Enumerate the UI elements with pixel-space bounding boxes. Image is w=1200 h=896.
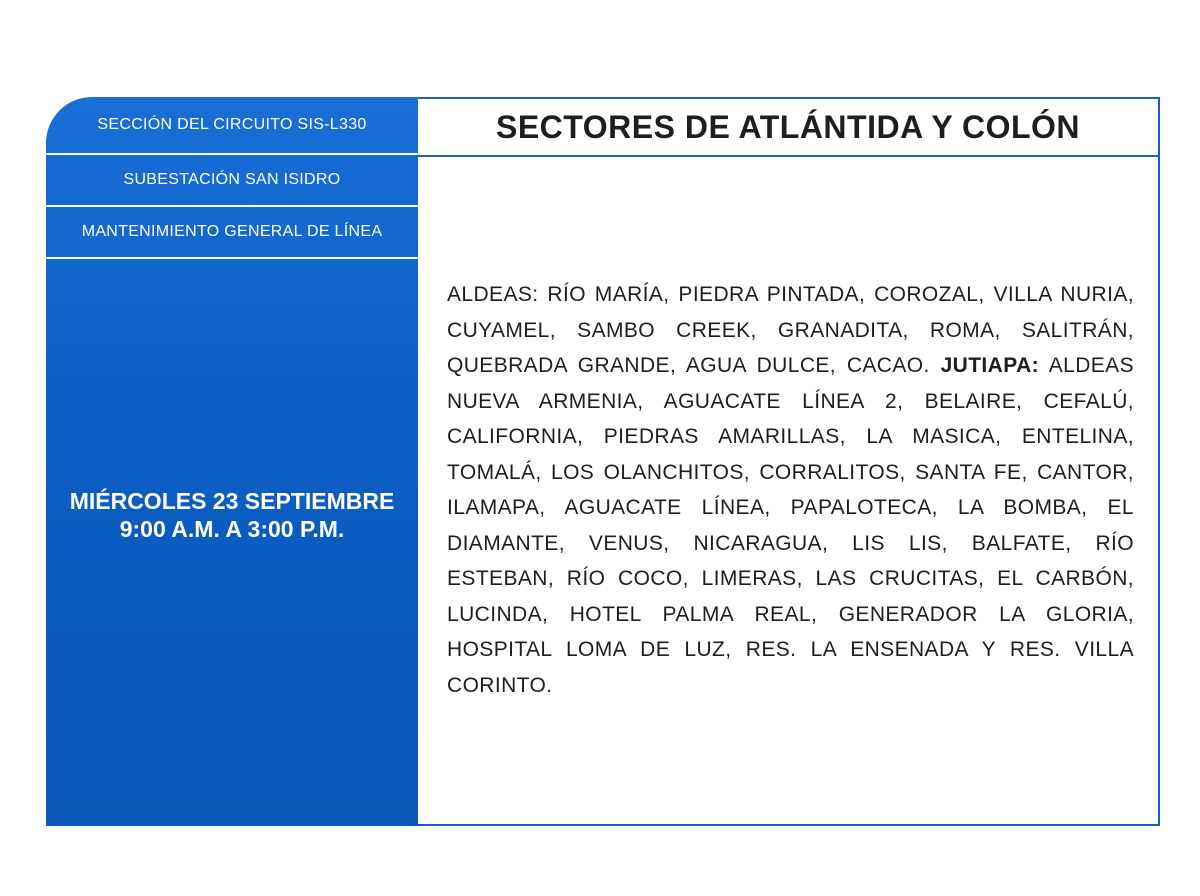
schedule-block bbox=[46, 487, 418, 543]
circuit-section-label: SECCIÓN DEL CIRCUITO SIS-L330 bbox=[97, 116, 367, 133]
maintenance-label: MANTENIMIENTO GENERAL DE LÍNEA bbox=[81, 223, 383, 240]
substation-label: SUBESTACIÓN SAN ISIDRO bbox=[123, 171, 341, 188]
jutiapa-text: ALDEAS NUEVA ARMENIA, AGUACATE LÍNEA 2, BELAIRE, CEFALÚ, CALIFORNIA, PIEDRAS AMARILLAS, LA MASICA, ENTELINA, TOMALÁ, LOS OLANCHITOS, CORRALITOS, SANTA FE, CANTOR, ILAMAPA, AGUACATE LÍNEA, PAPALOTECA, LA BOMBA, EL DIAMANTE, VENUS, NICARAGUA, LIS LIS, BALFATE, RÍO ESTEBAN, RÍO COCO, LIMERAS, LAS CRUCITAS, EL CARBÓN, LUCINDA, HOTEL PALMA REAL, GENERADOR LA GLORIA, HOSPITAL LOMA DE LUZ, RES. LA ENSENADA Y RES. VILLA CORINTO. bbox=[447, 354, 1134, 697]
sectors-list bbox=[447, 277, 1134, 703]
sidebar-divider bbox=[46, 257, 418, 259]
panel-title: SECTORES DE ATLÁNTIDA Y COLÓN bbox=[495, 108, 1081, 145]
schedule-date: MIÉRCOLES 23 SEPTIEMBRE bbox=[69, 488, 395, 514]
sectors-panel bbox=[418, 97, 1160, 826]
aldeas-label: ALDEAS: bbox=[447, 283, 539, 306]
info-sidebar bbox=[46, 97, 418, 826]
outage-notice-card bbox=[46, 97, 1160, 826]
title-divider bbox=[418, 155, 1158, 157]
schedule-time: 9:00 A.M. A 3:00 P.M. bbox=[119, 516, 345, 542]
aldeas-text: RÍO MARÍA, PIEDRA PINTADA, COROZAL, VILLA NURIA, CUYAMEL, SAMBO CREEK, GRANADITA, ROMA, SALITRÁN, QUEBRADA GRANDE, AGUA DULCE, CACAO. bbox=[447, 283, 1134, 377]
jutiapa-label: JUTIAPA: bbox=[940, 354, 1040, 377]
